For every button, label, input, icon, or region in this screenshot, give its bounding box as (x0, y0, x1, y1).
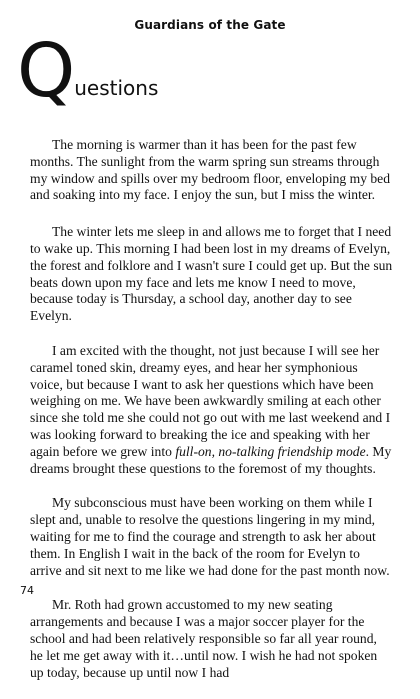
paragraph-2: The winter lets me sleep in and allows me to forget that I need to wake up. This morning I had been lost in my dreams of Evelyn, the forest and folklore and I wasn't sure I could get up. But the sun beats down upon my face and lets me know I need to move, because today is Thursday, a school day, another day to see Evelyn. (30, 224, 393, 324)
drop-cap: Q (17, 28, 76, 114)
paragraph-4: My subconscious must have been working on them while I slept and, unable to resolve the questions lingering in my mind, waiting for me to find the courage and strength to ask her about them. In English I wait in the back of the room for Evelyn to arrive and sit next to me like we had done for the past month now. (30, 495, 390, 578)
chapter-title (17, 28, 159, 114)
page-number: 74 (20, 584, 34, 597)
paragraph-1: The morning is warmer than it has been for the past few months. The sunlight from the warm spring sun streams through my window and spills over my bedroom floor, enveloping my bed and soaking into my face. I enjoy the sun, but I miss the winter. (30, 137, 391, 203)
paragraph-3-part-1: I am excited with the thought, not just because I will see her caramel toned skin, dreamy eyes, and hear her symphonious voice, but because I want to ask her questions which have been weighing on me. We have been awkwardly smiling at each other since she told me she could not go out with me last weekend and I was looking forward to breaking the ice and speaking with her again before we grew into (30, 342, 391, 459)
paragraph-5: Mr. Roth had grown accustomed to my new seating arrangements and because I was a major soccer player for the school and had been relatively responsible so far all year round, he let me get away with it…until now. I wish he had not spoken up today, because up until now I had (30, 597, 378, 680)
chapter-title-rest: uestions (74, 76, 159, 100)
emphasis-text: full-on, no-talking friendship mode (175, 443, 366, 459)
paragraph-3-part-2: . My dreams brought these questions to the foremost of my thoughts. (30, 443, 392, 476)
running-header: Guardians of the Gate (134, 18, 286, 32)
body-text (30, 137, 393, 699)
paragraph-3 (30, 343, 393, 477)
